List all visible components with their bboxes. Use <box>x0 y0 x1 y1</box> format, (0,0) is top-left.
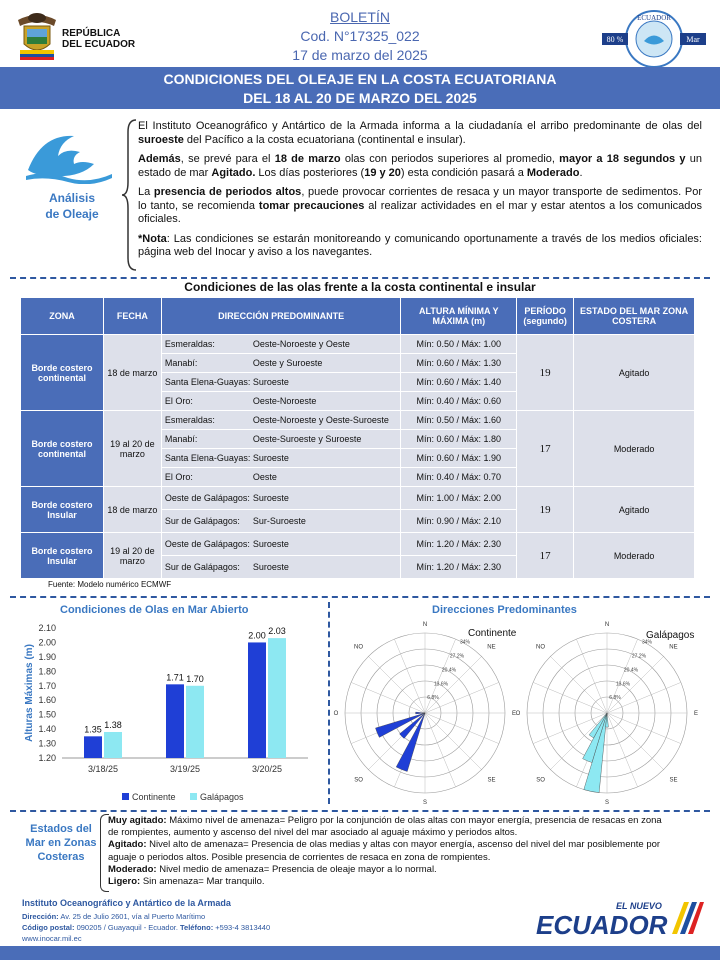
bar <box>268 638 286 758</box>
rose-label-continente: Continente <box>468 628 517 639</box>
seal-right-text: Mar <box>686 35 700 44</box>
height-cell: Mín: 0.50 / Máx: 1.00 <box>401 335 517 354</box>
states-legend <box>108 815 668 888</box>
place-name: Sur de Galápagos: <box>164 516 240 526</box>
table-row <box>21 411 695 430</box>
y-tick-label: 1.20 <box>38 753 56 763</box>
rose-direction-label: NE <box>669 644 678 651</box>
brace-decoration <box>120 118 138 272</box>
height-cell: Mín: 0.60 / Máx: 1.40 <box>401 373 517 392</box>
col-header-height: ALTURA MÍNIMA Y MÁXIMA (m) <box>401 298 517 335</box>
height-cell: Mín: 0.40 / Máx: 0.70 <box>401 468 517 487</box>
bar-value-label: 2.03 <box>268 626 286 637</box>
bar <box>104 732 122 758</box>
y-tick-label: 1.30 <box>38 738 56 749</box>
footer-address: Dirección: Av. 25 de Julio 2601, vía al Puerto Marítimo <box>22 912 206 921</box>
place-name: Esmeraldas: <box>164 415 215 425</box>
date-cell: 19 al 20 de marzo <box>103 533 161 579</box>
height-cell: Mín: 0.50 / Máx: 1.60 <box>401 411 517 430</box>
analysis-paragraph-1: El Instituto Oceanográfico y Antártico de la Armada informa a la ciudadanía el arribo predominante de olas del suroeste del Pacífico a la costa ecuatoriana (continental e insular). <box>138 120 702 146</box>
table-row <box>21 533 695 556</box>
y-axis-label: Alturas Máximas (m) <box>24 644 35 742</box>
section-divider <box>10 596 710 598</box>
y-tick-label: 1.70 <box>38 680 56 691</box>
rose-direction-label: S <box>604 800 610 806</box>
ecuador-80-mar-seal <box>600 8 708 70</box>
bar <box>248 642 266 758</box>
rose-spoke <box>394 639 425 713</box>
states-label: Estados del Mar en Zonas Costeras <box>25 823 97 863</box>
direction-value: Oeste-Noroeste y Oeste <box>252 339 350 349</box>
title-banner <box>0 67 720 109</box>
place-name: El Oro: <box>164 396 193 406</box>
direction-cell <box>161 392 401 411</box>
zone-cell: Borde costero continental <box>21 411 104 487</box>
rose-direction-label: NO <box>354 644 364 651</box>
table-title: Condiciones de las olas frente a la costa continental e insular <box>184 280 536 294</box>
rose-ring-label: 20.4% <box>623 667 639 674</box>
date-cell: 18 de marzo <box>103 335 161 411</box>
rose-direction-label: SE <box>669 777 678 784</box>
legend-swatch <box>190 793 197 800</box>
direction-cell <box>161 510 401 533</box>
direction-cell <box>161 449 401 468</box>
bar <box>84 736 102 758</box>
rose-chart-continente <box>330 618 520 808</box>
rose-direction-label: SO <box>536 777 545 784</box>
height-cell: Mín: 0.40 / Máx: 0.60 <box>401 392 517 411</box>
direction-cell <box>161 533 401 556</box>
zone-cell: Borde costero Insular <box>21 533 104 579</box>
y-tick-label: 1.60 <box>38 695 56 706</box>
bar <box>186 686 204 758</box>
rose-spoke <box>425 713 456 787</box>
republic-name: REPÚBLICA DEL ECUADOR <box>62 28 136 50</box>
seal-top-text: ECUADOR <box>637 14 671 22</box>
state-muy-agitado: Muy agitado: Máximo nivel de amenaza= Peligro por la conjunción de olas altas con mayor energía, presencia de resacas en zona de rompientes, aumento y ascenso del nivel del mar asociado al aguaje máximo y periodos altos. <box>108 815 662 839</box>
rose-direction-label: NO <box>536 644 546 651</box>
direction-value: Oeste-Noroeste <box>252 396 317 406</box>
height-cell: Mín: 0.90 / Máx: 2.10 <box>401 510 517 533</box>
logo-top-text: EL NUEVO <box>616 901 662 911</box>
table-header-row <box>21 298 695 335</box>
rose-ring-label: 34% <box>641 639 653 646</box>
rose-spoke <box>607 639 638 713</box>
rose-ring-label: 6.8% <box>609 695 621 702</box>
place-name: El Oro: <box>164 472 193 482</box>
rose-spoke <box>368 656 425 713</box>
direction-value: Suroeste <box>252 377 289 387</box>
rose-direction-label: SO <box>354 777 363 784</box>
rose-ring-label: 27.2% <box>449 653 465 660</box>
legend-label: Galápagos <box>200 792 244 802</box>
y-tick-label: 1.40 <box>38 724 56 735</box>
y-tick-label: 1.50 <box>38 709 56 720</box>
table-source: Fuente: Modelo numérico ECMWF <box>48 580 172 589</box>
direction-cell <box>161 373 401 392</box>
rose-chart-galapagos <box>512 618 702 808</box>
rose-direction-label: E <box>693 711 699 717</box>
rose-direction-label: S <box>422 800 428 806</box>
direction-value: Oeste-Suroeste y Suroeste <box>252 434 362 444</box>
section-divider <box>10 810 710 812</box>
period-cell: 19 <box>517 335 574 411</box>
direction-value: Sur-Suroeste <box>252 516 306 526</box>
analysis-paragraph-3: La presencia de periodos altos, puede provocar corrientes de resaca y un mayor transporte de sedimentos. Por lo tanto, se recomienda tomar precauciones al realizar actividades en el mar y estar atentos a los comunicados oficiales. <box>138 186 702 225</box>
direction-value: Suroeste <box>252 539 289 549</box>
rose-spoke <box>425 713 482 770</box>
seal-left-text: 80 % <box>606 35 624 44</box>
place-name: Esmeraldas: <box>164 339 215 349</box>
bulletin-date: 17 de marzo del 2025 <box>292 47 428 63</box>
place-name: Manabí: <box>164 434 198 444</box>
y-tick-label: 2.00 <box>38 637 56 648</box>
state-ligero: Ligero: Sin amenaza= Mar tranquilo. <box>108 876 265 888</box>
x-tick-label: 3/19/25 <box>169 764 201 774</box>
sea-state-cell: Moderado <box>574 411 695 487</box>
x-tick-label: 3/20/25 <box>251 764 283 774</box>
rose-direction-label: O <box>333 711 339 717</box>
rose-spoke <box>533 682 607 713</box>
bar-value-label: 2.00 <box>248 630 266 641</box>
col-header-date: FECHA <box>103 298 161 335</box>
period-cell: 19 <box>517 487 574 533</box>
place-name: Oeste de Galápagos: <box>164 493 250 503</box>
direction-cell <box>161 354 401 373</box>
sea-state-cell: Agitado <box>574 335 695 411</box>
direction-cell <box>161 468 401 487</box>
legend-swatch <box>122 793 129 800</box>
section-divider <box>10 277 710 279</box>
rose-ring-label: 27.2% <box>631 653 647 660</box>
period-cell: 17 <box>517 533 574 579</box>
direction-cell <box>161 430 401 449</box>
el-nuevo-ecuador-logo <box>534 898 704 938</box>
rose-spoke <box>607 713 664 770</box>
bulletin-code: Cod. N°17325_022 <box>300 28 420 44</box>
rose-spoke <box>607 713 681 744</box>
height-cell: Mín: 0.60 / Máx: 1.80 <box>401 430 517 449</box>
state-moderado: Moderado: Nivel medio de amenaza= Presencia de oleaje mayor a lo normal. <box>108 863 437 875</box>
rose-spoke <box>425 639 456 713</box>
bar-value-label: 1.38 <box>104 720 122 730</box>
title-line-1: CONDICIONES DEL OLEAJE EN LA COSTA ECUATORIANA <box>163 71 557 87</box>
col-header-period: PERÍODO (segundo) <box>517 298 574 335</box>
sea-state-cell: Agitado <box>574 487 695 533</box>
wave-conditions-table <box>20 297 695 579</box>
col-header-state: ESTADO DEL MAR ZONA COSTERA <box>574 298 695 335</box>
date-cell: 19 al 20 de marzo <box>103 411 161 487</box>
bar-chart <box>18 618 318 808</box>
analysis-text <box>138 120 702 266</box>
legend-label: Continente <box>132 792 176 802</box>
rose-spoke <box>351 682 425 713</box>
logo-main-text: ECUADOR <box>536 910 668 938</box>
direction-value: Suroeste <box>252 453 289 463</box>
rose-chart-title: Direcciones Predominantes <box>432 604 577 616</box>
footer-website[interactable]: www.inocar.mil.ec <box>22 934 82 943</box>
rose-ring-label: 13.6% <box>433 681 449 688</box>
state-agitado: Agitado: Nivel alto de amenaza= Presencia de olas medias y altas con mayor energía, ascenso del nivel del mar posiblemente por aguaje o periodos altos. Posible presencia de corrientes de resaca en zona de rompientes. <box>108 839 661 863</box>
table-row <box>21 335 695 354</box>
bottom-bar <box>0 946 720 960</box>
col-header-direction: DIRECCIÓN PREDOMINANTE <box>161 298 401 335</box>
title-line-2: DEL 18 AL 20 DE MARZO DEL 2025 <box>243 90 477 106</box>
bar-value-label: 1.71 <box>166 672 184 683</box>
rose-spoke <box>425 713 499 744</box>
analysis-note: *Nota: Las condiciones se estarán monitoreando y comunicando oportunamente a través de los medios oficiales: página web del Inocar y aviso a los navegantes. <box>138 232 702 258</box>
rose-spoke <box>550 656 607 713</box>
rose-ring-label: 20.4% <box>441 667 457 674</box>
bar <box>166 684 184 758</box>
place-name: Santa Elena-Guayas: <box>164 453 251 463</box>
height-cell: Mín: 1.20 / Máx: 2.30 <box>401 533 517 556</box>
direction-value: Oeste y Suroeste <box>252 358 323 368</box>
zone-cell: Borde costero continental <box>21 335 104 411</box>
direction-value: Suroeste <box>252 562 289 572</box>
rose-ring-label: 34% <box>459 639 471 646</box>
direction-cell <box>161 487 401 510</box>
rose-ring-label: 6.8% <box>427 695 439 702</box>
rose-spoke <box>576 639 607 713</box>
height-cell: Mín: 1.20 / Máx: 2.30 <box>401 556 517 579</box>
sea-state-cell: Moderado <box>574 533 695 579</box>
bar-chart-title: Condiciones de Olas en Mar Abierto <box>60 604 249 616</box>
direction-cell <box>161 411 401 430</box>
bulletin-label: BOLETÍN <box>330 9 390 25</box>
height-cell: Mín: 1.00 / Máx: 2.00 <box>401 487 517 510</box>
rose-direction-label: E <box>511 711 517 717</box>
place-name: Oeste de Galápagos: <box>164 539 250 549</box>
bar-value-label: 1.70 <box>186 673 204 684</box>
zone-cell: Borde costero Insular <box>21 487 104 533</box>
rose-spoke <box>607 713 638 787</box>
y-tick-label: 2.10 <box>38 623 56 633</box>
place-name: Santa Elena-Guayas: <box>164 377 251 387</box>
rose-ring-label: 13.6% <box>615 681 631 688</box>
table-row <box>21 487 695 510</box>
rose-label-galapagos: Galápagos <box>646 630 695 641</box>
place-name: Manabí: <box>164 358 198 368</box>
date-cell: 18 de marzo <box>103 487 161 533</box>
direction-value: Oeste-Noroeste y Oeste-Suroeste <box>252 415 389 425</box>
rose-direction-label: N <box>422 622 428 628</box>
direction-cell <box>161 335 401 354</box>
direction-cell <box>161 556 401 579</box>
wave-icon <box>22 126 114 184</box>
x-tick-label: 3/18/25 <box>87 764 119 774</box>
analysis-paragraph-2: Además, se prevé para el 18 de marzo olas con periodos superiores al promedio, mayor a 18 segundos y un estado de mar Agitado. Los días posteriores (19 y 20) esta condición pasará a Moderado. <box>138 153 702 179</box>
direction-value: Suroeste <box>252 493 289 503</box>
rose-direction-label: NE <box>487 644 496 651</box>
bar-value-label: 1.35 <box>84 724 102 735</box>
direction-value: Oeste <box>252 472 277 482</box>
period-cell: 17 <box>517 411 574 487</box>
rose-direction-label: N <box>604 622 610 628</box>
rose-direction-label: SE <box>487 777 496 784</box>
height-cell: Mín: 0.60 / Máx: 1.30 <box>401 354 517 373</box>
height-cell: Mín: 0.60 / Máx: 1.90 <box>401 449 517 468</box>
rose-direction-label: O <box>515 711 521 717</box>
analysis-label: Análisis de Oleaje <box>45 191 99 221</box>
footer-institute: Instituto Oceanográfico y Antártico de la Armada <box>22 898 231 908</box>
col-header-zone: ZONA <box>21 298 104 335</box>
y-tick-label: 1.80 <box>38 666 56 677</box>
place-name: Sur de Galápagos: <box>164 562 240 572</box>
footer-contact: Código postal: 090205 / Guayaquil - Ecuador. Teléfono: +593-4 3813440 <box>22 923 271 932</box>
y-tick-label: 1.90 <box>38 651 56 662</box>
